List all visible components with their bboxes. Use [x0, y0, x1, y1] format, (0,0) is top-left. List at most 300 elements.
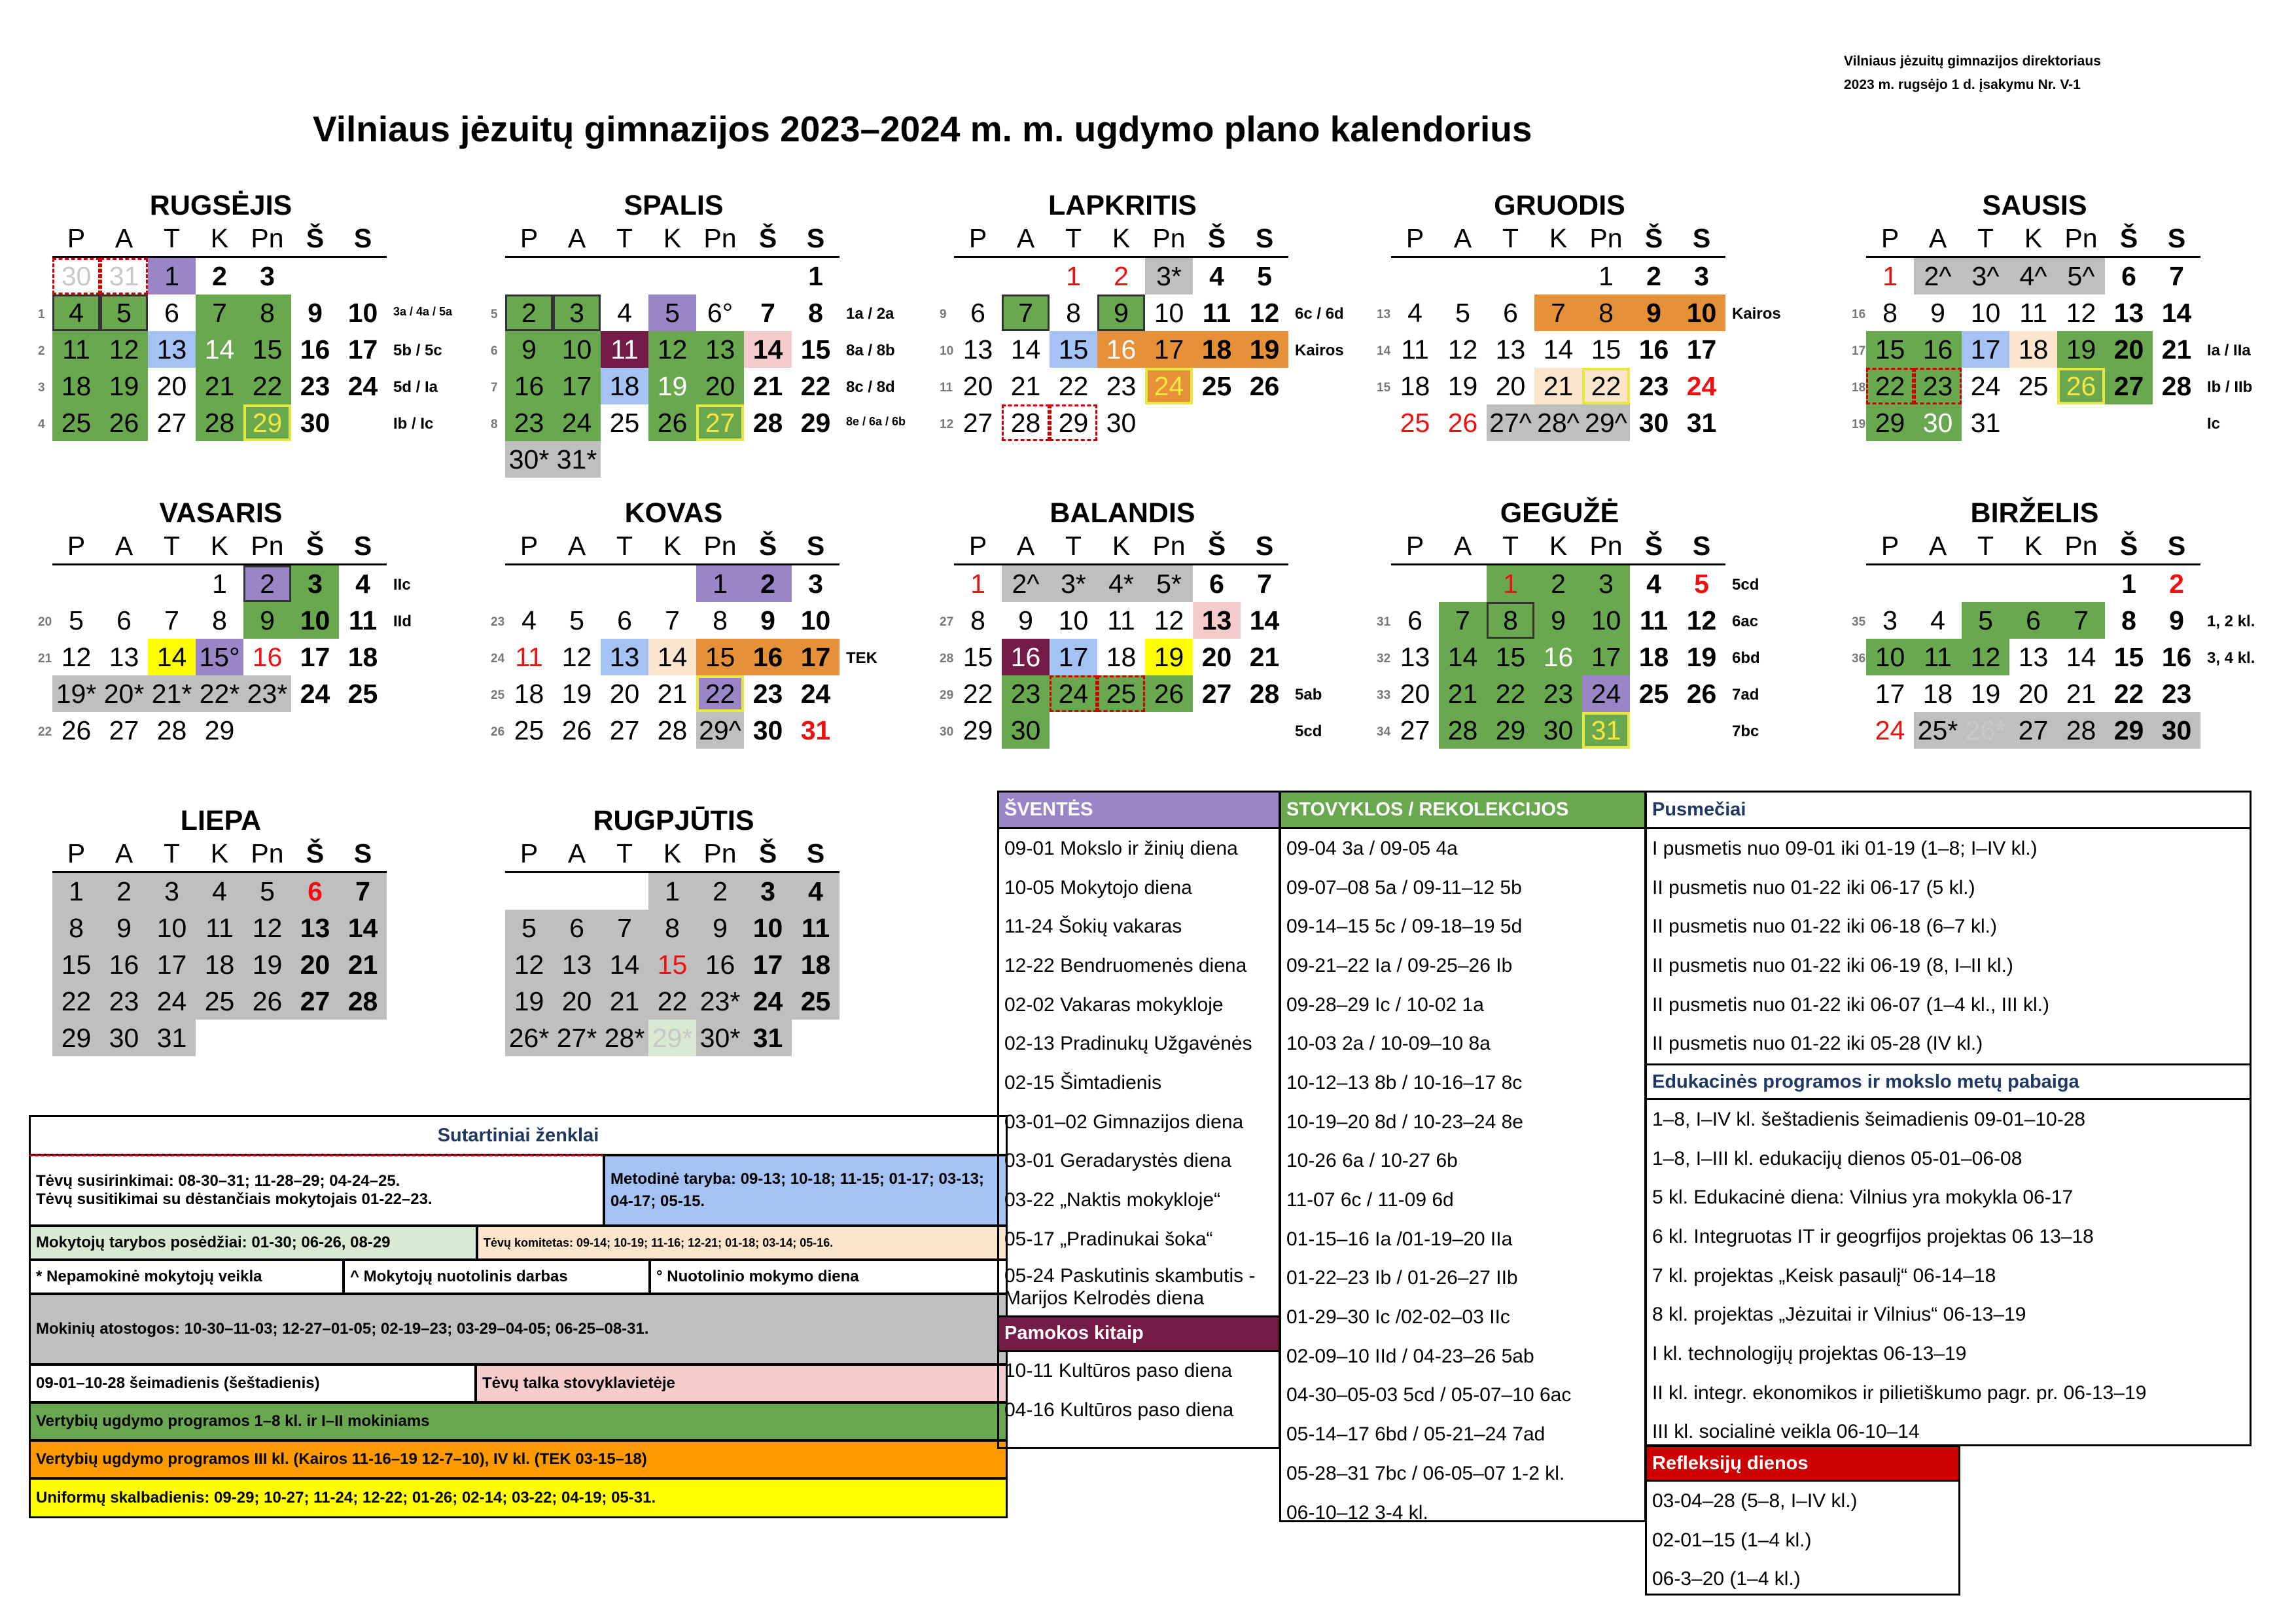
day-cell: 23 [1106, 370, 1137, 401]
list-item: 05-14–17 6bd / 05-21–24 7ad [1286, 1423, 1545, 1446]
weekday-header: K [648, 221, 696, 258]
empty-cell [291, 258, 339, 294]
day-cell: 18 [52, 368, 100, 404]
day-cell: 1 [52, 873, 100, 910]
empty-cell [1241, 712, 1288, 749]
list-item: 10-11 Kultūros paso diena [1004, 1360, 1233, 1382]
day-cell: 30 [1914, 404, 1962, 441]
day-cell: 10 [1970, 297, 2001, 328]
day-cell: 12 [1686, 605, 1717, 635]
day-cell: 17 [1050, 639, 1097, 675]
day-cell: 30 [300, 407, 330, 438]
day-cell: 20 [1495, 370, 1526, 401]
day-cell: 7 [164, 605, 179, 635]
day-cell: 19 [1145, 639, 1193, 675]
day-cell: 9 [505, 331, 553, 368]
day-cell: 3 [1582, 565, 1630, 602]
day-cell: 16 [1534, 639, 1582, 675]
day-cell: 31 [744, 1020, 792, 1056]
day-cell: 7 [760, 297, 775, 328]
week-number: 11 [940, 381, 953, 395]
day-cell: 26* [1962, 712, 2009, 749]
weekday-header: A [553, 529, 601, 565]
weekday-header: Pn [243, 221, 291, 258]
month-title: RUGPJŪTIS [593, 805, 754, 836]
day-cell: 26 [1447, 407, 1478, 438]
day-cell: 8 [808, 297, 823, 328]
day-cell: 4 [1646, 568, 1661, 599]
day-cell: 21 [1439, 675, 1487, 712]
day-cell: 19 [1970, 678, 2001, 709]
day-cell: 6 [116, 605, 132, 635]
day-cell: 4* [1097, 565, 1145, 602]
weekday-header: A [1914, 221, 1962, 258]
weekday-header: K [1097, 221, 1145, 258]
class-label: Kairos [1295, 342, 1344, 359]
list-item: 09-04 3a / 09-05 4a [1286, 837, 1458, 859]
empty-cell [1630, 712, 1678, 749]
list-item: 10-26 6a / 10-27 6b [1286, 1150, 1458, 1172]
list-item: 09-07–08 5a / 09-11–12 5b [1286, 876, 1522, 899]
list-item: 11-07 6c / 11-09 6d [1286, 1189, 1454, 1211]
day-cell: 8 [1582, 294, 1630, 331]
day-cell: 14 [1249, 605, 1280, 635]
empty-cell [1439, 258, 1487, 294]
week-number: 21 [38, 652, 52, 666]
day-cell: 13 [2018, 641, 2049, 672]
day-cell: 17 [148, 946, 196, 983]
weekday-header: Pn [1582, 529, 1630, 565]
day-cell: 22 [1582, 368, 1630, 404]
day-cell: 10 [553, 331, 601, 368]
day-cell: 25 [347, 678, 378, 709]
day-cell: 5* [1145, 565, 1193, 602]
weekday-header: T [601, 529, 648, 565]
day-cell: 7 [665, 605, 680, 635]
day-cell: 25 [514, 715, 544, 745]
day-cell: 9 [1630, 294, 1678, 331]
empty-cell [243, 712, 291, 749]
day-cell: 30 [1106, 407, 1137, 438]
day-cell: 3 [291, 565, 339, 602]
legend-title: Sutartiniai ženklai [29, 1115, 1008, 1156]
day-cell: 14 [648, 639, 696, 675]
weekday-header: K [1534, 221, 1582, 258]
weekday-header: S [1678, 221, 1725, 258]
day-cell: 30 [100, 1020, 148, 1056]
day-cell: 29 [800, 407, 831, 438]
class-label: 5cd [1295, 722, 1322, 740]
day-cell: 22 [1866, 368, 1914, 404]
day-cell: 1 [212, 568, 227, 599]
day-cell: 10 [347, 297, 378, 328]
week-number: 30 [940, 725, 954, 739]
day-cell: 18 [1400, 370, 1430, 401]
day-cell: 27^ [1487, 404, 1534, 441]
weekday-header: A [1002, 221, 1050, 258]
day-cell: 6 [2009, 602, 2057, 639]
weekday-header: Š [1193, 221, 1241, 258]
list-item: II pusmetis nuo 01-22 iki 06-17 (5 kl.) [1652, 876, 1975, 899]
weekday-header: S [339, 221, 387, 258]
list-item: 05-17 „Pradinukai šoka“ [1004, 1228, 1213, 1250]
day-cell: 21 [1010, 370, 1041, 401]
day-cell: 2 [100, 873, 148, 910]
holidays-column [997, 791, 1280, 1449]
empty-cell [1962, 565, 2009, 602]
list-item: 10-19–20 8d / 10-23–24 8e [1286, 1111, 1523, 1133]
week-number: 31 [1377, 615, 1391, 629]
day-cell: 24 [1050, 675, 1097, 712]
day-cell: 24 [347, 370, 378, 401]
week-number: 20 [38, 615, 52, 629]
empty-cell [2153, 404, 2200, 441]
legend-remote-work: ^ Mokytojų nuotolinis darbas [343, 1259, 650, 1294]
day-cell: 1 [2121, 568, 2136, 599]
day-cell: 6° [707, 297, 733, 328]
list-item: 10-05 Mokytojo diena [1004, 876, 1192, 899]
class-label: 8a / 8b [846, 342, 895, 359]
empty-cell [1391, 258, 1439, 294]
day-cell: 17 [792, 639, 839, 675]
month-grid [1391, 529, 1725, 749]
day-cell: 10 [744, 910, 792, 946]
day-cell: 22 [52, 983, 100, 1020]
day-cell: 8 [212, 605, 227, 635]
day-cell: 15 [1866, 331, 1914, 368]
list-item: II pusmetis nuo 01-22 iki 06-07 (1–4 kl., III kl.) [1652, 993, 2049, 1016]
empty-cell [553, 258, 601, 294]
legend-values-1-8: Vertybių ugdymo programos 1–8 kl. ir I–II mokiniams [29, 1402, 1008, 1441]
day-cell: 15 [648, 946, 696, 983]
day-cell: 8 [970, 605, 985, 635]
empty-cell [505, 873, 553, 910]
empty-cell [291, 1020, 339, 1056]
weekday-header: S [792, 529, 839, 565]
list-item: 10-03 2a / 10-09–10 8a [1286, 1033, 1491, 1055]
list-item: 06-10–12 3-4 kl. [1286, 1501, 1428, 1524]
day-cell: 29 [243, 404, 291, 441]
weekday-header: P [52, 836, 100, 873]
day-cell: 14 [196, 331, 243, 368]
day-cell: 4 [1407, 297, 1422, 328]
day-cell: 3 [1882, 605, 1898, 635]
list-item: 05-24 Paskutinis skambutis - Marijos Kelrodės diena [1004, 1264, 1256, 1309]
day-cell: 12 [1447, 334, 1478, 365]
day-cell: 4 [1930, 605, 1945, 635]
month-grid [52, 836, 387, 1056]
day-cell: 21 [601, 983, 648, 1020]
day-cell: 13 [1495, 334, 1526, 365]
day-cell: 14 [2161, 297, 2192, 328]
day-cell: 17 [1962, 331, 2009, 368]
week-number: 29 [940, 688, 954, 702]
day-cell: 2 [212, 260, 227, 291]
day-cell: 17 [1582, 639, 1630, 675]
day-cell: 16 [1914, 331, 1962, 368]
day-cell: 15° [196, 639, 243, 675]
day-cell: 4^ [2009, 258, 2057, 294]
day-cell: 31 [1582, 712, 1630, 749]
day-cell: 13 [696, 331, 744, 368]
month-title: RUGSĖJIS [149, 190, 292, 221]
week-number: 33 [1377, 688, 1391, 702]
day-cell: 20 [291, 946, 339, 983]
day-cell: 21* [148, 675, 196, 712]
list-item: 02-02 Vakaras mokykloje [1004, 993, 1224, 1016]
day-cell: 5 [1962, 602, 2009, 639]
week-number: 14 [1377, 344, 1391, 358]
empty-cell [100, 565, 148, 602]
week-number: 27 [940, 615, 954, 629]
edu-title: Edukacinės programos ir mokslo metų pabaiga [1647, 1063, 2250, 1100]
week-number: 26 [491, 725, 505, 739]
empty-cell [1678, 712, 1725, 749]
weekday-header: T [148, 529, 196, 565]
day-cell: 16 [1002, 639, 1050, 675]
day-cell: 12 [243, 910, 291, 946]
day-cell: 19 [100, 368, 148, 404]
list-item: II pusmetis nuo 01-22 iki 06-18 (6–7 kl.) [1652, 916, 1997, 938]
day-cell: 28 [1002, 404, 1050, 441]
day-cell: 12 [505, 946, 553, 983]
day-cell: 15 [963, 641, 993, 672]
day-cell: 31 [1686, 407, 1717, 438]
day-cell: 18 [196, 946, 243, 983]
week-number: 19 [1852, 418, 1866, 431]
list-item: 1–8, I–III kl. edukacijų dienos 05-01–06-08 [1652, 1147, 2022, 1169]
day-cell: 17 [744, 946, 792, 983]
day-cell: 18 [514, 678, 544, 709]
weekday-header: Pn [243, 836, 291, 873]
day-cell: 12 [561, 641, 592, 672]
list-item: 12-22 Bendruomenės diena [1004, 954, 1247, 976]
day-cell: 1 [1882, 260, 1898, 291]
day-cell: 11 [1202, 297, 1231, 328]
list-item: 01-29–30 Ic /02-02–03 IIc [1286, 1306, 1510, 1329]
month-title: LIEPA [180, 805, 262, 836]
day-cell: 28 [2057, 712, 2105, 749]
day-cell: 25 [1097, 675, 1145, 712]
month-title: BIRŽELIS [1970, 497, 2099, 529]
day-cell: 3 [553, 294, 601, 331]
class-label: Kairos [1732, 305, 1781, 323]
list-item: III kl. socialinė veikla 06-10–14 [1652, 1421, 1920, 1443]
weekday-header: K [2009, 529, 2057, 565]
day-cell: 30 [52, 258, 100, 294]
day-cell: 16 [744, 639, 792, 675]
day-cell: 16 [252, 641, 283, 672]
week-number: 22 [38, 725, 52, 739]
weekday-header: T [1487, 221, 1534, 258]
day-cell: 11 [601, 331, 648, 368]
weekday-header: P [1391, 529, 1439, 565]
day-cell: 24 [744, 983, 792, 1020]
empty-cell [601, 873, 648, 910]
day-cell: 22 [800, 370, 831, 401]
weekday-header: Pn [2057, 529, 2105, 565]
month-grid [505, 836, 839, 1056]
day-cell: 15 [52, 946, 100, 983]
day-cell: 21 [339, 946, 387, 983]
weekday-header: S [792, 221, 839, 258]
month-title: SPALIS [624, 190, 724, 221]
weekday-header: T [1487, 529, 1534, 565]
empty-cell [2057, 565, 2105, 602]
empty-cell [792, 1020, 839, 1056]
day-cell: 25* [1914, 712, 1962, 749]
day-cell: 7 [1534, 294, 1582, 331]
empty-cell [744, 258, 792, 294]
day-cell: 30 [752, 715, 783, 745]
weekday-header: P [505, 529, 553, 565]
day-cell: 25 [2018, 370, 2049, 401]
day-cell: 31 [1970, 407, 2001, 438]
weekday-header: Š [744, 529, 792, 565]
day-cell: 20 [609, 678, 640, 709]
order-note-line1: Vilniaus jėzuitų gimnazijos direktoriaus [1844, 54, 2101, 69]
day-cell: 11 [792, 910, 839, 946]
day-cell: 19 [1686, 641, 1717, 672]
day-cell: 27 [291, 983, 339, 1020]
day-cell: 20 [963, 370, 993, 401]
day-cell: 5 [648, 294, 696, 331]
day-cell: 6 [1407, 605, 1422, 635]
weekday-header: T [1050, 529, 1097, 565]
day-cell: 24 [1582, 675, 1630, 712]
weekday-header: T [148, 221, 196, 258]
day-cell: 2 [1114, 260, 1129, 291]
weekday-header: Š [291, 221, 339, 258]
weekday-header: Pn [2057, 221, 2105, 258]
month-grid [1391, 221, 1725, 441]
day-cell: 14 [1010, 334, 1041, 365]
day-cell: 6 [553, 910, 601, 946]
day-cell: 16 [1097, 331, 1145, 368]
day-cell: 4 [792, 873, 839, 910]
list-item: 06-3–20 (1–4 kl.) [1652, 1568, 1801, 1590]
day-cell: 20 [553, 983, 601, 1020]
holidays-title: ŠVENTĖS [999, 793, 1279, 829]
empty-cell [744, 441, 792, 478]
weekday-header: T [601, 836, 648, 873]
list-item: II pusmetis nuo 01-22 iki 06-19 (8, I–II kl.) [1652, 954, 2013, 976]
day-cell: 4 [196, 873, 243, 910]
legend-parents-teachers-text: Tėvų susitikimai su dėstančiais mokytojais 01-22–23. [36, 1190, 433, 1208]
day-cell: 31* [553, 441, 601, 478]
day-cell: 23 [1914, 368, 1962, 404]
class-label: 7ad [1732, 686, 1759, 704]
month-grid [1866, 529, 2200, 749]
day-cell: 5 [505, 910, 553, 946]
day-cell: 1 [1066, 260, 1081, 291]
weekday-header: S [2153, 221, 2200, 258]
day-cell: 30 [2153, 712, 2200, 749]
day-cell: 21 [1249, 641, 1280, 672]
day-cell: 30 [1534, 712, 1582, 749]
day-cell: 15 [1591, 334, 1621, 365]
weekday-header: T [1962, 221, 2009, 258]
day-cell: 22 [1058, 370, 1089, 401]
day-cell: 30* [696, 1020, 744, 1056]
weekday-header: A [1914, 529, 1962, 565]
class-label: 8c / 8d [846, 378, 895, 396]
day-cell: 20 [156, 370, 187, 401]
day-cell: 21 [2066, 678, 2096, 709]
day-cell: 18 [2009, 331, 2057, 368]
empty-cell [553, 873, 601, 910]
weekday-header: P [505, 221, 553, 258]
day-cell: 25 [1638, 678, 1669, 709]
empty-cell [601, 565, 648, 602]
list-item: 03-01–02 Gimnazijos diena [1004, 1111, 1244, 1133]
weekday-header: P [1866, 221, 1914, 258]
empty-cell [954, 258, 1002, 294]
empty-cell [553, 565, 601, 602]
weekday-header: Š [2105, 529, 2153, 565]
day-cell: 18 [601, 368, 648, 404]
week-number: 5 [491, 308, 498, 321]
list-item: 09-28–29 Ic / 10-02 1a [1286, 993, 1484, 1016]
day-cell: 28 [2161, 370, 2192, 401]
empty-cell [1439, 565, 1487, 602]
empty-cell [1391, 565, 1439, 602]
day-cell: 24 [1970, 370, 2001, 401]
week-number: 9 [940, 308, 947, 321]
class-label: 6c / 6d [1295, 305, 1344, 323]
week-number: 23 [491, 615, 505, 629]
day-cell: 13 [109, 641, 139, 672]
day-cell: 26* [505, 1020, 553, 1056]
day-cell: 27* [553, 1020, 601, 1056]
day-cell: 10 [1678, 294, 1725, 331]
empty-cell [1145, 712, 1193, 749]
day-cell: 22 [1487, 675, 1534, 712]
camps-title: STOVYKLOS / REKOLEKCIJOS [1281, 793, 1644, 829]
empty-cell [1097, 712, 1145, 749]
week-number: 12 [940, 418, 954, 431]
day-cell: 12 [648, 331, 696, 368]
weekday-header: Pn [696, 221, 744, 258]
day-cell: 9 [2169, 605, 2184, 635]
day-cell: 23* [243, 675, 291, 712]
list-item: 04-16 Kultūros paso diena [1004, 1399, 1234, 1421]
day-cell: 4 [1209, 260, 1224, 291]
day-cell: 19 [1447, 370, 1478, 401]
weekday-header: S [2153, 529, 2200, 565]
order-note-line2: 2023 m. rugsėjo 1 d. įsakymu Nr. V-1 [1844, 77, 2081, 92]
day-cell: 28^ [1534, 404, 1582, 441]
weekday-header: Pn [243, 529, 291, 565]
day-cell: 25 [1201, 370, 1232, 401]
week-number: 24 [491, 652, 505, 666]
month-grid [505, 529, 839, 749]
weekday-header: A [100, 221, 148, 258]
day-cell: 10 [1866, 639, 1914, 675]
weekday-header: P [1866, 529, 1914, 565]
day-cell: 28 [752, 407, 783, 438]
empty-cell [339, 1020, 387, 1056]
day-cell: 17 [1686, 334, 1717, 365]
camps-list [1281, 829, 1644, 1532]
day-cell: 23 [2161, 678, 2192, 709]
day-cell: 23 [100, 983, 148, 1020]
list-item: 09-01 Mokslo ir žinių diena [1004, 837, 1238, 859]
weekday-header: Š [291, 529, 339, 565]
day-cell: 16 [505, 368, 553, 404]
day-cell: 28 [196, 404, 243, 441]
day-cell: 12 [61, 641, 92, 672]
